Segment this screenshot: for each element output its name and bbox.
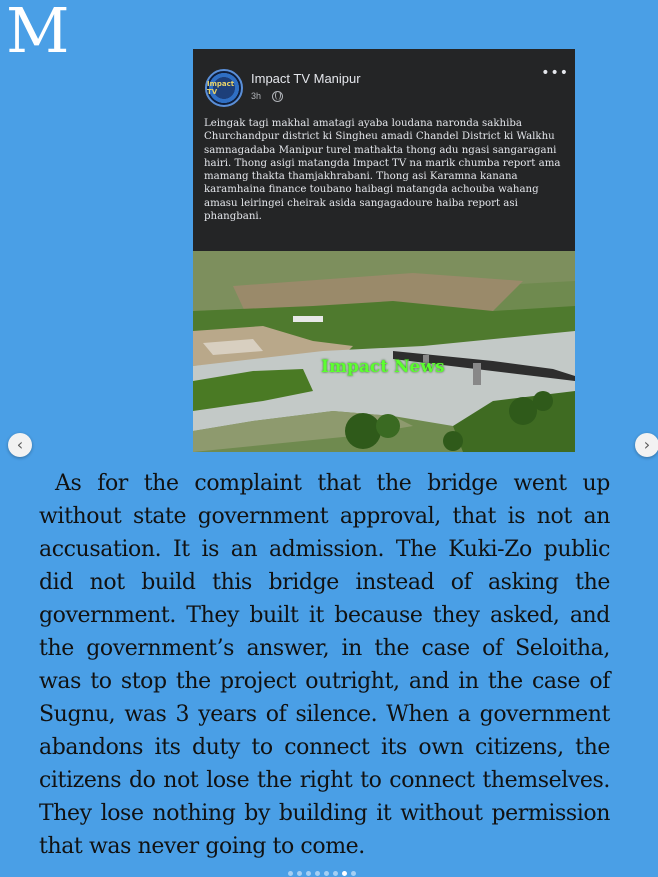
brand-logo-letter: M [6, 0, 70, 67]
article-paragraph: As for the complaint that the bridge went up without state government approval, that is not an accusation. It is an admission. The Kuki-Zo public did not build this bridge instead of asking the government. They built it because they asked, and the government’s answer, in the case of Seloitha, was to stop the project outright, and in the case of Sugnu, was 3 years of silence. When a government abandons its duty to connect its own citizens, the citizens do not lose the right to connect themselves. They lose nothing by building it without permission that was never going to come. [39, 471, 610, 859]
carousel-next-button[interactable] [635, 433, 658, 457]
pagination-dot[interactable] [333, 871, 338, 876]
image-watermark: Impact News [321, 357, 445, 377]
carousel-pagination [288, 871, 356, 877]
chevron-left-icon: ‹ [16, 435, 24, 454]
pagination-dot[interactable] [297, 871, 302, 876]
bridge-photo [193, 251, 575, 452]
pagination-dot[interactable] [288, 871, 293, 876]
avatar-text: Impact TV [207, 80, 235, 96]
post-header [193, 49, 575, 109]
more-options-icon: ••• [541, 65, 569, 81]
page-name: Impact TV Manipur [251, 71, 361, 86]
post-caption: Leingak tagi makhal amatagi ayaba loudana naronda sakhiba Churchandpur district ki Singheu amadi Chandel District ki Walkhu samnagadaba Manipur turel mathakta thong adu ngasi sangaragani hairi. Thong asigi matangda Impact TV na marik chumba report ama mamang thakta thamjakhrabani. Thong asi Karamna kanana karamhaina finance toubano haibagi matangda achouba wahang amasu leiringei cheirak asida sangagadoure haiba report asi phangbani. [204, 118, 561, 222]
pagination-dot[interactable] [306, 871, 311, 876]
carousel-prev-button[interactable] [8, 433, 32, 457]
pagination-dot[interactable] [342, 871, 347, 876]
pagination-dot[interactable] [315, 871, 320, 876]
globe-icon [272, 91, 283, 102]
embedded-post-screenshot [193, 49, 575, 452]
page-avatar [205, 69, 243, 107]
pagination-dot[interactable] [324, 871, 329, 876]
post-timestamp: 3h [251, 91, 262, 101]
pagination-dot[interactable] [351, 871, 356, 876]
chevron-right-icon: › [643, 435, 651, 454]
